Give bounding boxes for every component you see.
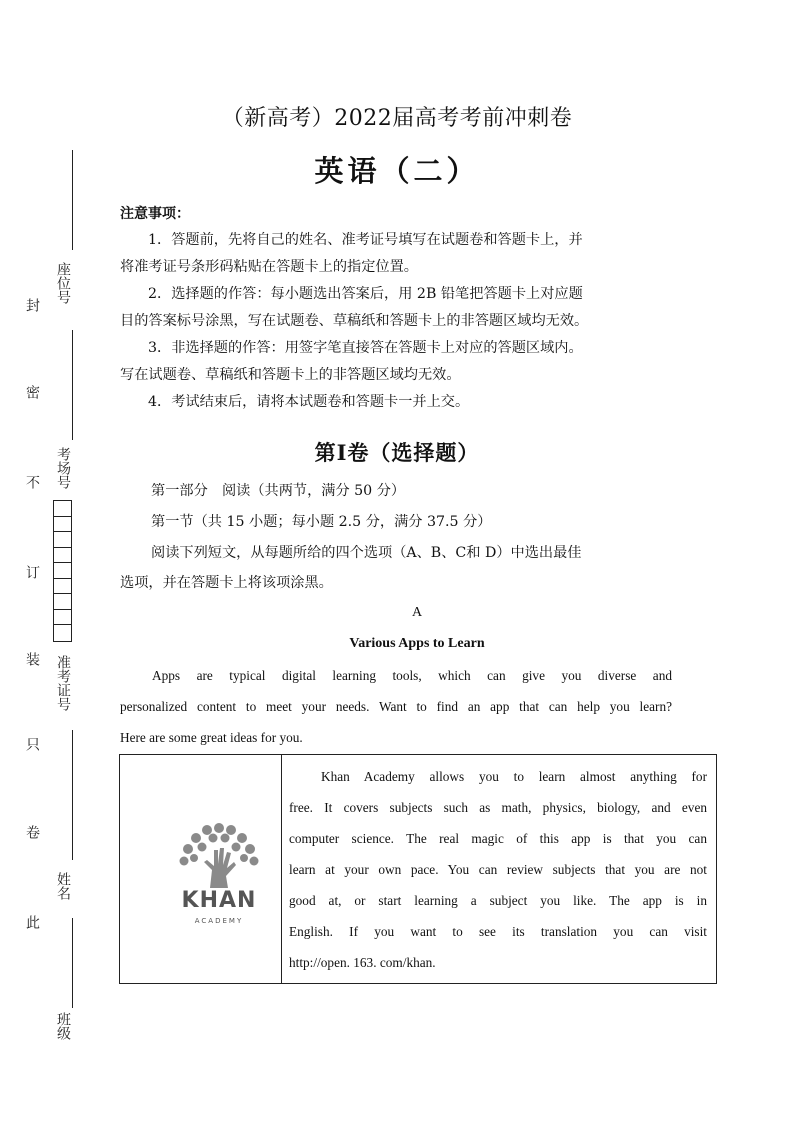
- seal-char-1: 封: [24, 298, 40, 312]
- seal-char-4: 订: [24, 565, 40, 579]
- table-divider: [281, 755, 282, 983]
- notice-heading: 注意事项：: [120, 206, 190, 222]
- box-line-2: free. It covers subjects such as math, physics, biology, and even: [289, 800, 707, 815]
- instructions-line-1: 阅读下列短文，从每题所给的四个选项（A、B、C和 D）中选出最佳: [151, 545, 582, 561]
- margin-line-4: [72, 918, 73, 1008]
- room-number-boxes[interactable]: [53, 500, 72, 642]
- box-line-7: http://open. 163. com/khan.: [289, 955, 436, 970]
- box-line-5: good at, or start learning a subject you like. The app is in: [289, 893, 707, 908]
- seat-number-label: 座位号: [55, 262, 71, 304]
- exam-title: （新高考）2022届高考考前冲刺卷: [221, 106, 573, 131]
- box-line-1: Khan Academy allows you to learn almost anything for: [321, 769, 707, 784]
- seal-char-3: 不: [24, 475, 40, 489]
- seal-char-2: 密: [24, 385, 40, 399]
- intro-line-2: personalized content to meet your needs. Want to find an app that can help you learn?: [120, 699, 672, 714]
- intro-line-1: Apps are typical digital learning tools, which can give you diverse and: [152, 668, 672, 683]
- seal-char-8: 此: [24, 915, 40, 929]
- margin-line-2: [72, 330, 73, 440]
- part-line: 第一部分 阅读（共两节，满分 50 分）: [151, 483, 406, 499]
- name-label: 姓名: [55, 872, 71, 900]
- exam-subtitle: 英语（二）: [314, 154, 480, 188]
- passage-label: A: [411, 605, 423, 620]
- section-heading: 第Ⅰ卷（选择题）: [314, 440, 480, 465]
- instructions-line-2: 选项，并在答题卡上将该项涂黑。: [120, 575, 333, 591]
- intro-line-3: Here are some great ideas for you.: [120, 730, 303, 745]
- khan-logo-subtitle: ACADEMY: [194, 917, 244, 925]
- seal-char-6: 只: [24, 737, 40, 751]
- box-line-6: English. If you want to see its translation you can visit: [289, 924, 707, 939]
- notice-item-4: 4．考试结束后，请将本试题卷和答题卡一并上交。: [148, 394, 470, 410]
- exam-number-label: 准考证号: [55, 655, 71, 711]
- box-line-3: computer science. The real magic of this app is that you can: [289, 831, 707, 846]
- margin-line-3: [72, 730, 73, 860]
- box-line-4: learn at your own pace. You can review subjects that you are not: [289, 862, 707, 877]
- class-label: 班级: [55, 1012, 71, 1040]
- subpart-line: 第一节（共 15 小题；每小题 2.5 分，满分 37.5 分）: [151, 514, 492, 530]
- seal-char-7: 卷: [24, 825, 40, 839]
- passage-title: Various Apps to Learn: [349, 636, 485, 651]
- khan-logo-name: KHAN: [181, 888, 257, 913]
- notice-item-1: 1．答题前，先将自己的姓名、准考证号填写在试题卷和答题卡上，并 将准考证号条形码粘贴在答题卡上的指定位置。: [120, 232, 583, 275]
- notice-item-2: 2．选择题的作答：每小题选出答案后，用 2B 铅笔把答题卡上对应题 目的答案标号涂黑，写在试题卷、草稿纸和答题卡上的非答题区域均无效。: [120, 286, 589, 329]
- khan-academy-logo-icon: [174, 818, 264, 890]
- notice-item-3: 3．非选择题的作答：用签字笔直接答在答题卡上对应的答题区域内。 写在试题卷、草稿纸和答题卡上的非答题区域均无效。: [120, 340, 583, 383]
- exam-room-label: 考场号: [55, 447, 71, 489]
- margin-line-1: [72, 150, 73, 250]
- seal-char-5: 装: [24, 652, 40, 666]
